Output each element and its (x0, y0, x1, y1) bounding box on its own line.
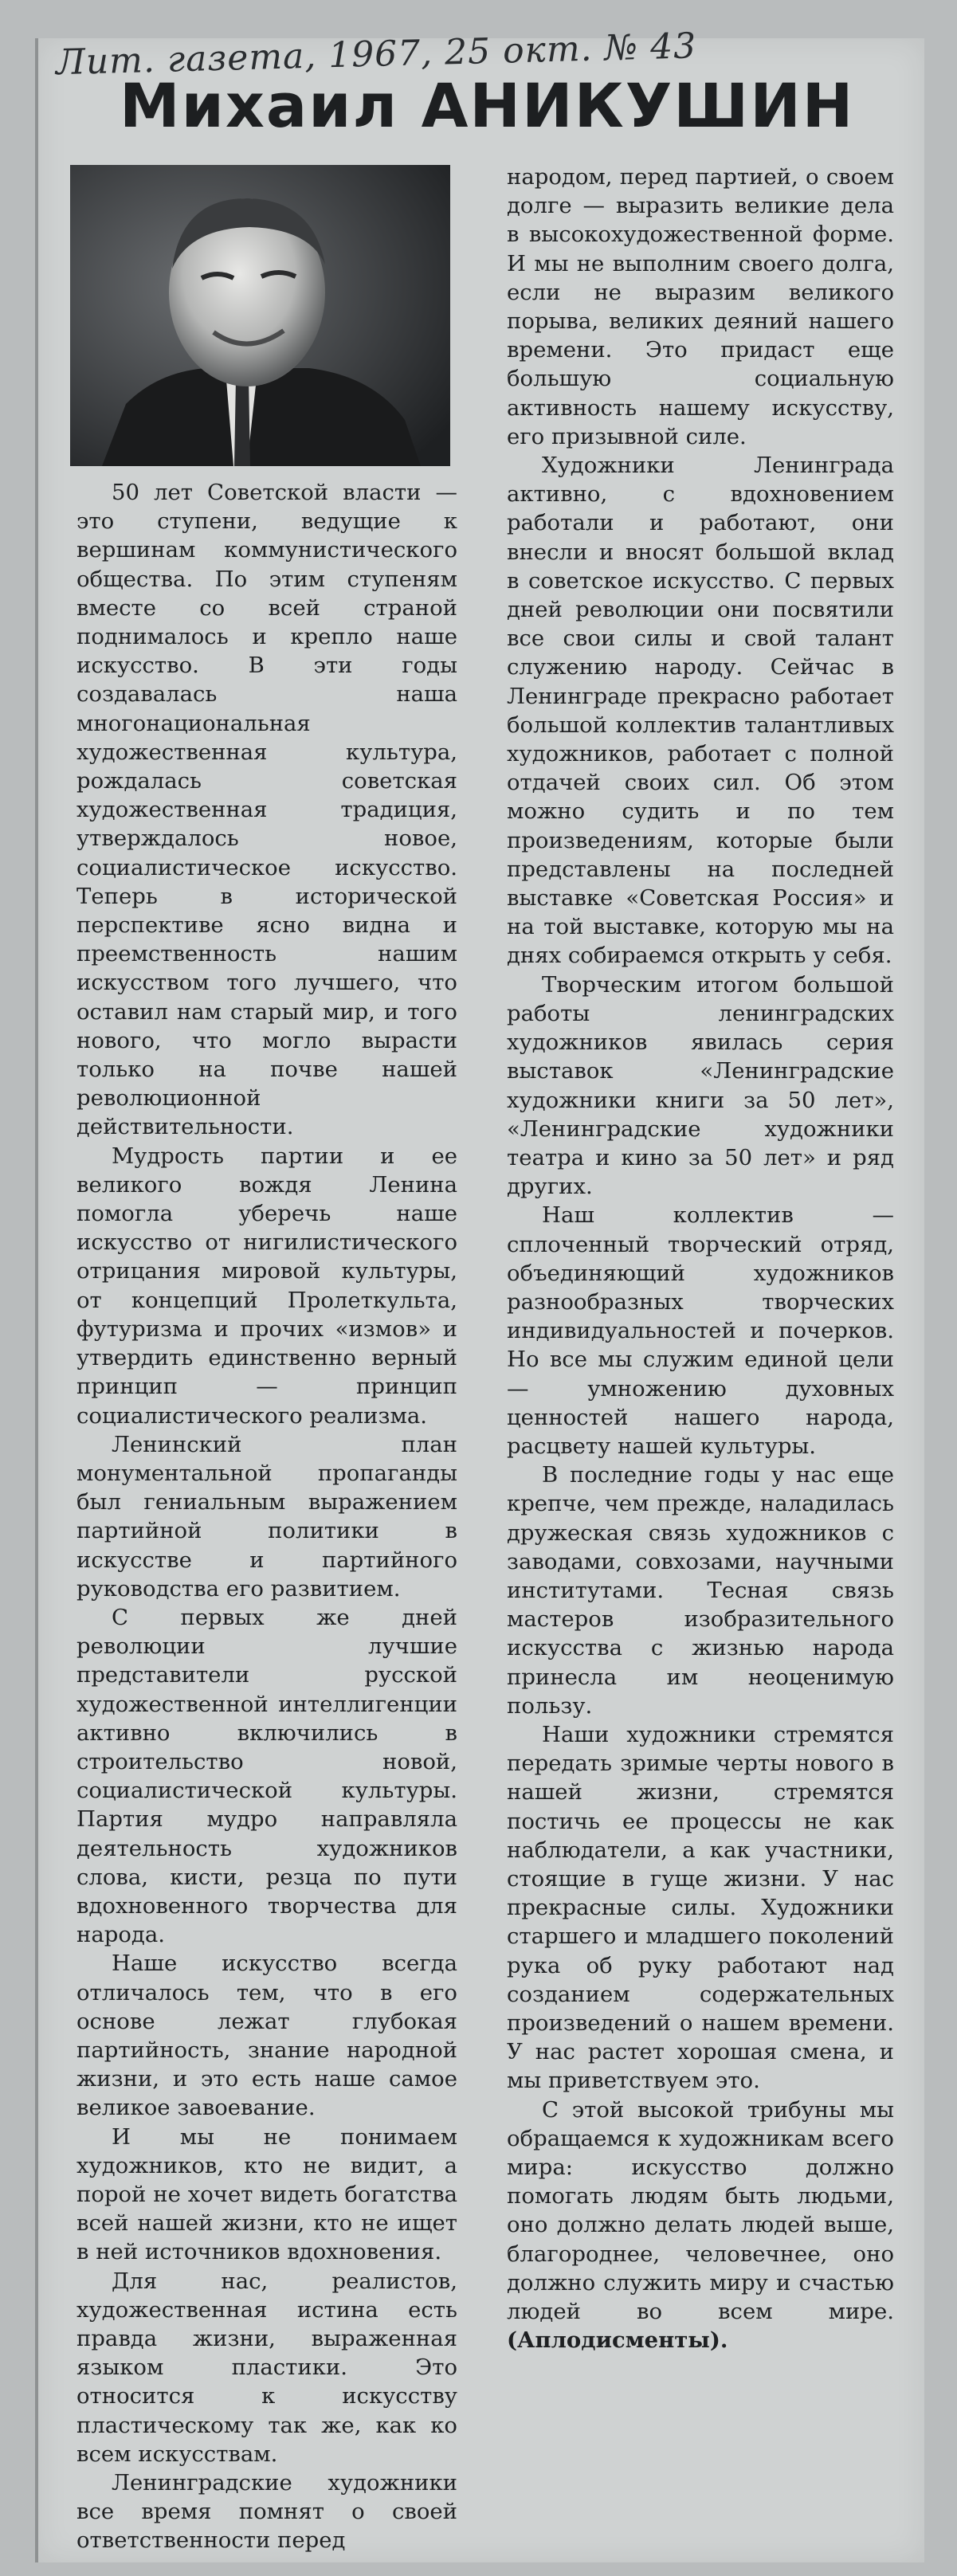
article-headline: Михаил АНИКУШИН (120, 70, 855, 141)
portrait-icon (70, 165, 450, 466)
paragraph: Ленинский план монументальной пропаганды был гениальным выражением партийной политики в искусстве и партийного руководства его развитием. (76, 1431, 457, 1602)
paragraph: 50 лет Советской власти — это ступени, ведущие к вершинам коммунистического общества. По этим ступеням вместе со всей страной поднималось и крепло наше искусство. В эти годы создавалась наша многонациональная художественная культура, рождалась советская художественная традиция, утверждалось новое, социалистическое искусство. Теперь в исторической перспективе ясно видна и преемственность нашим искусством того лучшего, что оставил нам старый мир, и того нового, что могло вырасти только на почве нашей революционной действительности. (76, 480, 457, 1140)
paragraph: Для нас, реалистов, художественная истина есть правда жизни, выраженная языком пластики. Это относится к искусству пластическому так же, как ко всем искусствам. (76, 2268, 457, 2467)
paragraph: Художники Ленинграда активно, с вдохновением работали и работают, они внесли и вносят большой вклад в советское искусство. С первых дней революции они посвятили все свои силы и свой талант служению народу. Сейчас в Ленинграде прекрасно работает большой коллектив талантливых художников, работает с полной отдачей своих сил. Об этом можно судить и по тем произведениям, которые были представлены на последней выставке «Советская Россия» и на той выставке, которую мы на днях собираемся открыть у себя. (507, 453, 894, 969)
paragraph: Наш коллектив — сплоченный творческий отряд, объединяющий художников разнообразных творческих индивидуальностей и почерков. Но все мы служим единой цели — умножению духовных ценностей нашего народа, расцвету нашей культуры. (507, 1202, 894, 1459)
paragraph: Наши художники стремятся передать зримые черты нового в нашей жизни, стремятся постичь ее процессы не как наблюдатели, а как участники, стоящие в гуще жизни. У нас прекрасные силы. Художники старшего и младшего поколений рука об руку работают над созданием содержательных произведений о нашем времени. У нас растет хорошая смена, и мы приветствуем это. (507, 1721, 894, 2094)
final-sentence: С этой высокой трибуны мы обращаемся к художникам всего мира: искусство должно помогать людям быть людьми, оно должно делать людей выше, благороднее, человечнее, оно должно служить миру и счастью людей во всем мире. (507, 2096, 894, 2325)
applause-note: (Аплодисменты). (507, 2327, 728, 2354)
paragraph-final (507, 2096, 894, 2355)
paragraph: И мы не понимаем художников, кто не видит, а порой не хочет видеть богатства всей нашей жизни, кто не ищет в ней источников вдохновения. (76, 2123, 457, 2265)
paragraph: В последние годы у нас еще крепче, чем прежде, наладилась дружеская связь художников с заводами, совхозами, научными институтами. Тесная связь мастеров изобразительного искусства с жизнью народа принесла им неоценимую пользу. (507, 1462, 894, 1719)
paragraph: С первых же дней революции лучшие представители русской художественной интеллигенции активно включились в строительство новой, социалистической культуры. Партия мудро направляла деятельность художников слова, кисти, резца по пути вдохновенного творчества для народа. (76, 1604, 457, 1948)
article-column-left (76, 478, 457, 2555)
paragraph: народом, перед партией, о своем долге — выразить великие дела в высокохудожественной форме. И мы не выполним своего долга, если не выразим великого порыва, великих деяний нашего времени. Это придаст еще большую социальную активность нашему искусству, его призывной силе. (507, 164, 894, 449)
portrait-photo (70, 165, 450, 466)
paragraph: Ленинградские художники все время помнят о своей ответственности перед (76, 2470, 457, 2554)
paragraph: Творческим итогом большой работы ленинградских художников явилась серия выставок «Ленинградские художники книги за 50 лет», «Ленинградские художники театра и кино за 50 лет» и ряд других. (507, 971, 894, 1200)
paragraph: Мудрость партии и ее великого вождя Ленина помогла уберечь наше искусство от нигилистического отрицания мировой культуры, от концепций Пролеткульта, футуризма и прочих «измов» и утвердить единственно верный принцип — принцип социалистического реализма. (76, 1143, 457, 1429)
paragraph: Наше искусство всегда отличалось тем, что в его основе лежат глубокая партийность, знание народной жизни, и это есть наше самое великое завоевание. (76, 1951, 457, 2121)
handwritten-note: Лит. газета, 1967, 25 окт. № 43 (55, 25, 697, 84)
article-column-right (507, 163, 894, 2354)
